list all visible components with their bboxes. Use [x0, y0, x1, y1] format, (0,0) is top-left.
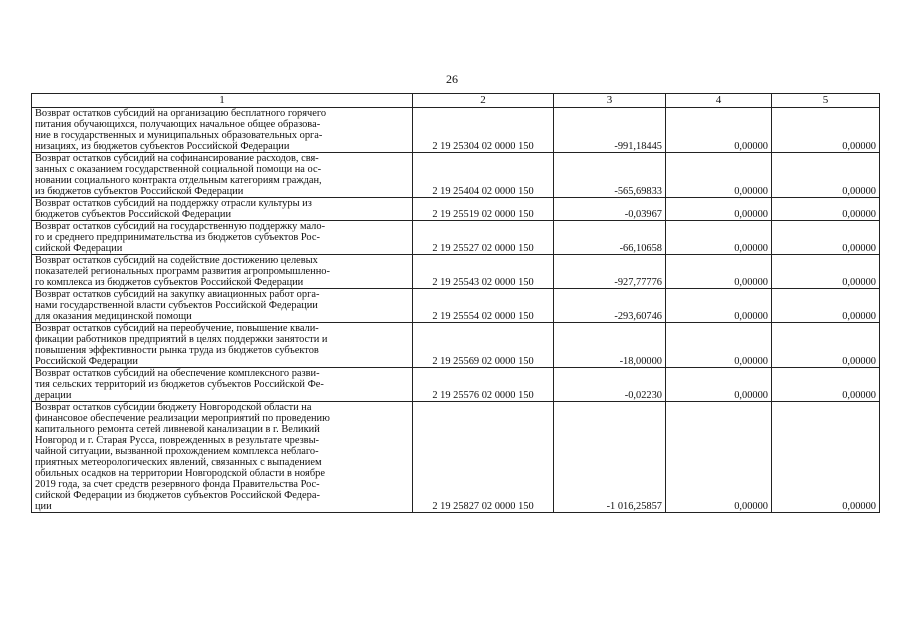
table-row [32, 221, 880, 255]
row-description: Возврат остатков субсидии бюджету Новгородской области на финансовое обеспечение реализации мероприятий по проведению капитального ремонта сетей ливневой канализации в г. Великий Новгород и г. Старая Русса, поврежденных в результате чрезвы- чайной ситуации, вызванной прохождением комплекса неблаго- приятных метеорологических явлений, связанных с выпадением обильных осадков на территории Новгородской области в ноябре 2019 года, за счет средств резервного фонда Правительства Рос- сийской Федерации из бюджетов субъектов Российской Федера- ции [32, 402, 413, 513]
row-description: Возврат остатков субсидий на софинансирование расходов, свя- занных с оказанием государственной социальной помощи на ос- новании социального контракта отдельным категориям граждан, из бюджетов субъектов Российской Федерации [32, 153, 413, 198]
table-row [32, 255, 880, 289]
row-description: Возврат остатков субсидий на организацию бесплатного горячего питания обучающихся, получающих начальное общее образова- ние в государственных и муниципальных образовательных орга- низациях, из бюджетов субъектов Российской Федерации [32, 108, 413, 153]
row-code: 2 19 25304 02 0000 150 [413, 108, 554, 153]
table-row [32, 289, 880, 323]
row-value-col3: -927,77776 [554, 255, 666, 289]
column-header: 4 [666, 94, 772, 108]
row-description: Возврат остатков субсидий на содействие достижению целевых показателей региональных программ развития агропромышленно- го комплекса из бюджетов субъектов Российской Федерации [32, 255, 413, 289]
row-value-col5: 0,00000 [772, 323, 880, 368]
row-value-col5: 0,00000 [772, 255, 880, 289]
row-value-col4: 0,00000 [666, 289, 772, 323]
row-code: 2 19 25569 02 0000 150 [413, 323, 554, 368]
row-value-col3: -991,18445 [554, 108, 666, 153]
row-value-col3: -0,02230 [554, 368, 666, 402]
row-value-col3: -565,69833 [554, 153, 666, 198]
row-value-col5: 0,00000 [772, 221, 880, 255]
row-value-col4: 0,00000 [666, 255, 772, 289]
page-number: 26 [446, 72, 458, 86]
row-value-col5: 0,00000 [772, 368, 880, 402]
row-description: Возврат остатков субсидий на закупку авиационных работ орга- нами государственной власти субъектов Российской Федерации для оказания медицинской помощи [32, 289, 413, 323]
table-row [32, 402, 880, 513]
row-value-col4: 0,00000 [666, 402, 772, 513]
column-header: 2 [413, 94, 554, 108]
row-value-col4: 0,00000 [666, 198, 772, 221]
row-value-col5: 0,00000 [772, 198, 880, 221]
row-code: 2 19 25827 02 0000 150 [413, 402, 554, 513]
column-header: 1 [32, 94, 413, 108]
row-value-col5: 0,00000 [772, 402, 880, 513]
column-header: 3 [554, 94, 666, 108]
row-code: 2 19 25554 02 0000 150 [413, 289, 554, 323]
row-value-col3: -1 016,25857 [554, 402, 666, 513]
row-code: 2 19 25527 02 0000 150 [413, 221, 554, 255]
column-header: 5 [772, 94, 880, 108]
row-value-col4: 0,00000 [666, 323, 772, 368]
table-row [32, 153, 880, 198]
row-description: Возврат остатков субсидий на государственную поддержку мало- го и среднего предпринимательства из бюджетов субъектов Рос- сийской Федерации [32, 221, 413, 255]
row-value-col4: 0,00000 [666, 108, 772, 153]
table-row [32, 198, 880, 221]
row-value-col5: 0,00000 [772, 289, 880, 323]
row-value-col4: 0,00000 [666, 221, 772, 255]
budget-table [31, 93, 880, 513]
row-value-col3: -18,00000 [554, 323, 666, 368]
row-code: 2 19 25543 02 0000 150 [413, 255, 554, 289]
table-row [32, 108, 880, 153]
table-header-row [32, 94, 880, 108]
row-code: 2 19 25576 02 0000 150 [413, 368, 554, 402]
row-description: Возврат остатков субсидий на обеспечение комплексного разви- тия сельских территорий из бюджетов субъектов Российской Фе- дерации [32, 368, 413, 402]
row-code: 2 19 25519 02 0000 150 [413, 198, 554, 221]
row-value-col4: 0,00000 [666, 153, 772, 198]
table-row [32, 323, 880, 368]
row-value-col3: -293,60746 [554, 289, 666, 323]
row-code: 2 19 25404 02 0000 150 [413, 153, 554, 198]
row-description: Возврат остатков субсидий на переобучение, повышение квали- фикации работников предприятий в целях поддержки занятости и повышения эффективности рынка труда из бюджетов субъектов Российской Федерации [32, 323, 413, 368]
row-value-col3: -66,10658 [554, 221, 666, 255]
row-value-col3: -0,03967 [554, 198, 666, 221]
table-row [32, 368, 880, 402]
row-value-col5: 0,00000 [772, 153, 880, 198]
row-value-col5: 0,00000 [772, 108, 880, 153]
row-value-col4: 0,00000 [666, 368, 772, 402]
row-description: Возврат остатков субсидий на поддержку отрасли культуры из бюджетов субъектов Российской Федерации [32, 198, 413, 221]
